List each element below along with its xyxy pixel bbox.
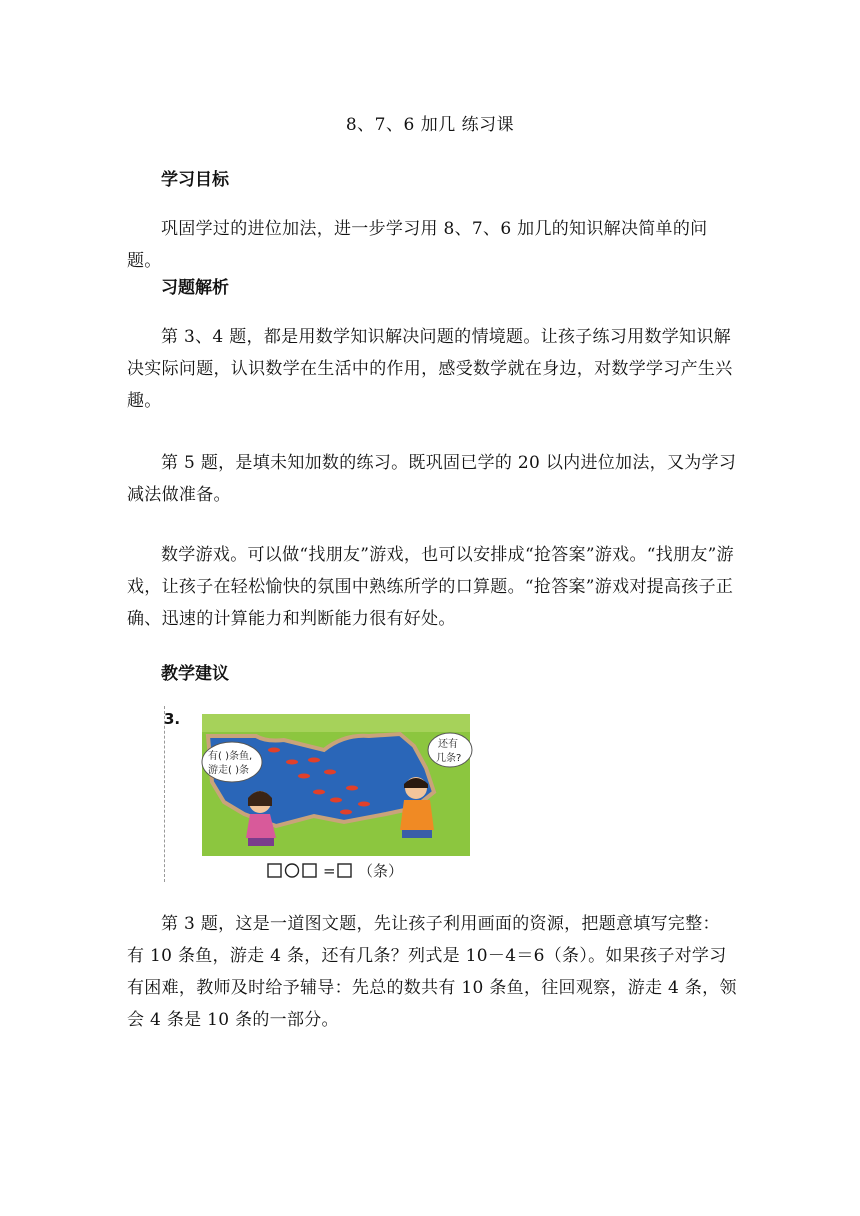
goal-heading: 学习目标: [161, 170, 229, 190]
fish-icon: [358, 802, 370, 807]
fish-icon: [324, 770, 336, 775]
equation-unit: （条）: [358, 862, 404, 880]
goal-paragraph: 巩固学过的进位加法，进一步学习用 8、7、6 加几的知识解决简单的问题。: [127, 219, 708, 271]
exercise-number: 3.: [164, 710, 181, 728]
answer-box-3: [338, 864, 351, 877]
fish-icon: [298, 774, 310, 779]
analysis-heading: 习题解析: [161, 278, 229, 298]
fish-icon: [340, 810, 352, 815]
girl-bubble-line-2: 游走( )条: [208, 765, 249, 776]
operator-circle: [286, 864, 299, 877]
suggestion-paragraph-1: 第 3 题，这是一道图文题，先让孩子利用画面的资源，把题意填写完整：有 10 条鱼，游走 4 条，还有几条？列式是 10－4＝6（条）。如果孩子对学习有困难，教师及时给予辅导：先总的数共有 10 条鱼，往回观察，游走 4 条，领会 4 条是 10 条的一部分。: [127, 914, 737, 1030]
suggestion-heading: 教学建议: [161, 664, 229, 684]
boy-bubble-line-2: 几条?: [436, 753, 462, 764]
fish-icon: [330, 798, 342, 803]
answer-box-1: [268, 864, 281, 877]
equals-sign: =: [323, 862, 336, 880]
girl-speech-bubble: [202, 742, 262, 782]
answer-box-2: [303, 864, 316, 877]
grass-top: [202, 714, 470, 732]
page-title: 8、7、6 加几 练习课: [345, 115, 515, 135]
analysis-paragraph-2: 第 5 题，是填未知加数的练习。既巩固已学的 20 以内进位加法，又为学习减法做准备。: [127, 453, 737, 505]
analysis-paragraph-1: 第 3、4 题，都是用数学知识解决问题的情境题。让孩子练习用数学知识解决实际问题，认识数学在生活中的作用，感受数学就在身边，对数学学习产生兴趣。: [127, 327, 733, 411]
exercise-3-figure: [164, 706, 476, 882]
analysis-paragraph-3: 数学游戏。可以做“找朋友”游戏，也可以安排成“抢答案”游戏。“找朋友”游戏，让孩子在轻松愉快的氛围中熟练所学的口算题。“抢答案”游戏对提高孩子正确、迅速的计算能力和判断能力很有好处。: [127, 545, 734, 629]
fish-icon: [286, 760, 298, 765]
girl-bubble-line-1: 有( )条鱼,: [208, 751, 253, 762]
fish-icon: [308, 758, 320, 763]
fish-icon: [346, 786, 358, 791]
boy-bubble-line-1: 还有: [438, 739, 458, 750]
fish-icon: [313, 790, 325, 795]
pond-illustration: [164, 706, 476, 882]
fish-icon: [268, 748, 280, 753]
